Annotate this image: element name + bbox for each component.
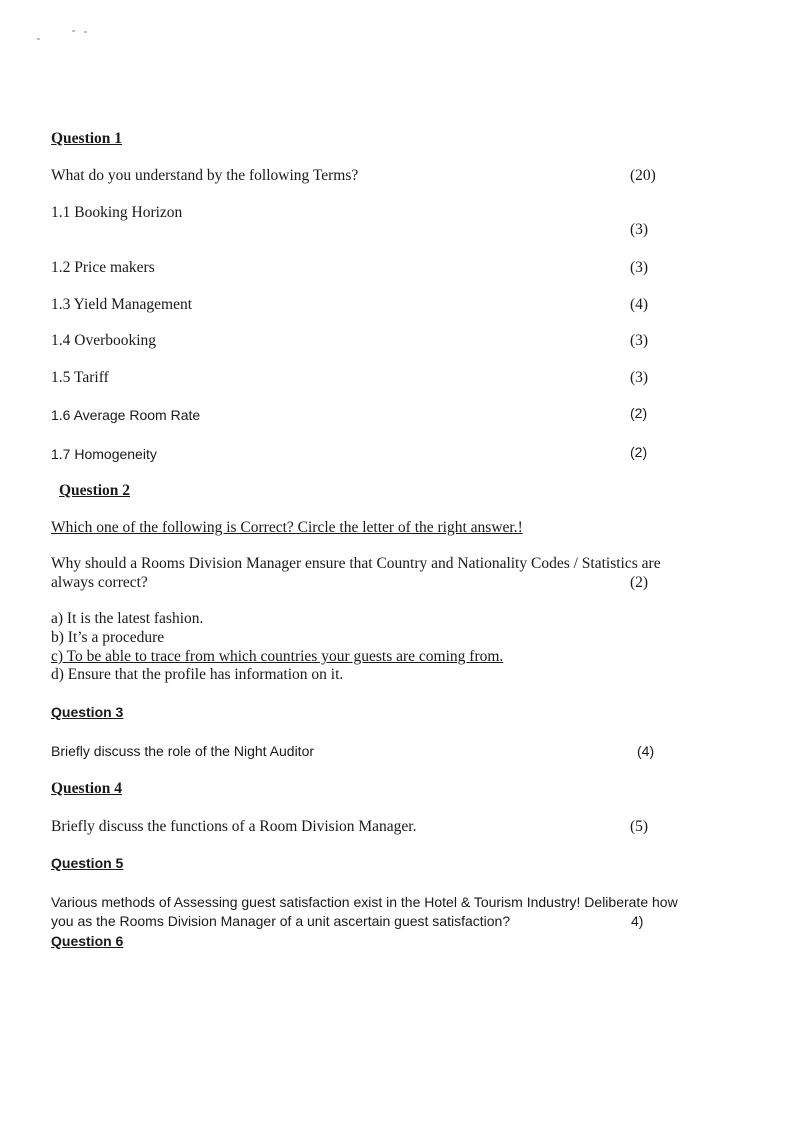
- question-2-heading: Question 2: [59, 482, 131, 499]
- question-2-instruction: Which one of the following is Correct? Circle the letter of the right answer.!: [51, 519, 523, 536]
- question-6-heading: Question 6: [51, 933, 124, 949]
- question-5-text-line-2: you as the Rooms Division Manager of a unit ascertain guest satisfaction?: [51, 913, 511, 929]
- term-item-label: 1.1 Booking Horizon: [51, 204, 183, 221]
- question-4-heading: Question 4: [51, 780, 123, 797]
- term-item-marks: (3): [630, 369, 649, 386]
- answer-option-c: c) To be able to trace from which countries your guests are coming from.: [51, 648, 504, 665]
- term-item-marks: (4): [630, 296, 649, 313]
- question-3-text: Briefly discuss the role of the Night Auditor: [51, 743, 315, 759]
- term-item-marks: (3): [630, 259, 649, 276]
- question-1-prompt: What do you understand by the following Terms?: [51, 167, 359, 184]
- term-item-marks: (2): [630, 405, 648, 421]
- question-3-marks: (4): [637, 743, 655, 759]
- term-item-marks: (2): [630, 444, 648, 460]
- question-1-heading: Question 1: [51, 130, 123, 147]
- term-item-label: 1.3 Yield Management: [51, 296, 193, 313]
- term-item-label: 1.5 Tariff: [51, 369, 109, 386]
- scan-speck: [72, 30, 75, 32]
- term-item-label: 1.4 Overbooking: [51, 332, 157, 349]
- term-item-label: 1.6 Average Room Rate: [51, 407, 201, 423]
- question-3-heading: Question 3: [51, 704, 124, 720]
- scan-speck: [37, 38, 40, 40]
- answer-option-a: a) It is the latest fashion.: [51, 610, 204, 627]
- term-item-label: 1.2 Price makers: [51, 259, 155, 276]
- question-2-text-line-2: always correct?: [51, 574, 148, 591]
- answer-option-b: b) It’s a procedure: [51, 629, 165, 646]
- question-5-text-line-1: Various methods of Assessing guest satisfaction exist in the Hotel & Tourism Industry! Deliberate how: [51, 894, 678, 910]
- question-1-total-marks: (20): [630, 167, 656, 184]
- term-item-label: 1.7 Homogeneity: [51, 446, 157, 462]
- answer-option-d: d) Ensure that the profile has information on it.: [51, 666, 344, 683]
- question-4-text: Briefly discuss the functions of a Room Division Manager.: [51, 818, 417, 835]
- question-5-marks: 4): [631, 913, 644, 929]
- question-4-marks: (5): [630, 818, 649, 835]
- question-5-heading: Question 5: [51, 855, 124, 871]
- scan-speck: [84, 31, 87, 33]
- term-item-marks: (3): [630, 332, 649, 349]
- question-2-text-line-1: Why should a Rooms Division Manager ensure that Country and Nationality Codes / Statistics are: [51, 555, 661, 572]
- term-item-marks: (3): [630, 221, 649, 238]
- question-2-marks: (2): [630, 574, 649, 591]
